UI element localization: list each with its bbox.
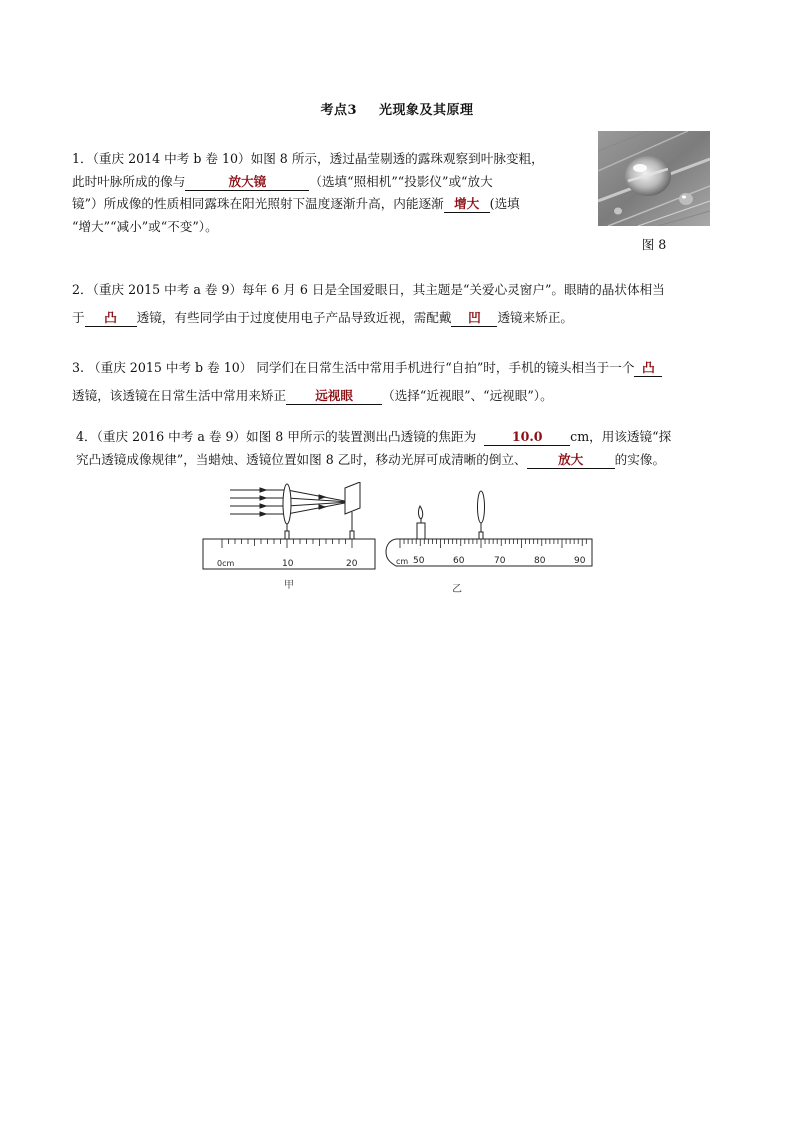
question-3: [72, 357, 732, 407]
jia-caption: 甲: [284, 580, 294, 591]
diagram-jia: [203, 482, 375, 569]
dewdrop-leaf-photo: [598, 131, 710, 226]
optical-bench-diagram: [200, 482, 600, 601]
q2-line-2: 于 凸 透镜，有些同学由于过度使用电子产品导致近视，需配戴 凹 透镜来矫正。: [72, 309, 573, 325]
q4-answer-2: 放大: [527, 451, 615, 469]
q4-line-1: 4．（重庆 2016 中考 a 卷 9）如图 8 甲所示的装置测出凸透镜的焦距为 10.0 cm，用该透镜“探: [76, 429, 672, 444]
q3-answer-2: 远视眼: [286, 387, 382, 405]
jia-tick-20: 20: [346, 559, 358, 569]
q1-line-2: 此时叶脉所成的像与 放大镜 （选填“照相机”“投影仪”或“放大: [72, 173, 493, 189]
question-2: [72, 279, 732, 329]
q1-line-3: 镜”）所成像的性质相同露珠在阳光照射下温度逐渐升高，内能逐渐 增大 (选填: [72, 196, 520, 211]
q2-line-1: 2．（重庆 2015 中考 a 卷 9）每年 6 月 6 日是全国爱眼日，其主题是“关爱心灵窗户”。眼睛的晶状体相当: [72, 282, 665, 297]
diagram-yi: [386, 491, 592, 566]
yi-tick-90: 90: [574, 556, 586, 566]
yi-tick-cm: cm: [396, 557, 409, 566]
q1-answer-1: 放大镜: [185, 173, 309, 191]
yi-caption: 乙: [452, 584, 462, 595]
question-4: [76, 426, 736, 471]
yi-tick-80: 80: [534, 556, 546, 566]
jia-tick-10: 10: [282, 559, 294, 569]
q1-line-4: “增大”“减小”或“不变”）。: [72, 218, 218, 234]
jia-tick-0: 0cm: [217, 559, 235, 568]
q3-answer-1: 凸: [634, 359, 662, 377]
yi-tick-60: 60: [453, 556, 465, 566]
q3-line-2: 透镜，该透镜在日常生活中常用来矫正 远视眼 （选择“近视眼”、“远视眼”）。: [72, 387, 553, 403]
q3-line-1: 3. （重庆 2015 中考 b 卷 10） 同学们在日常生活中常用手机进行“自拍”时，手机的镜头相当于一个 凸: [72, 357, 732, 380]
q2-answer-1: 凸: [85, 309, 137, 327]
question-1: [72, 148, 592, 238]
figure-8-caption: 图 8: [641, 237, 667, 252]
q4-answer-1: 10.0: [484, 428, 570, 446]
yi-tick-50: 50: [413, 556, 425, 566]
q2-answer-2: 凹: [451, 309, 497, 327]
page-title: [0, 99, 794, 118]
title-topic-number: 考点3: [320, 103, 358, 118]
title-topic-name: 光现象及其原理: [379, 103, 474, 118]
q1-line-1: 1．（重庆 2014 中考 b 卷 10）如图 8 所示，透过晶莹剔透的露珠观察到叶脉变粗，: [72, 151, 544, 166]
yi-tick-70: 70: [494, 556, 506, 566]
q4-line-2: 究凸透镜成像规律”，当蜡烛、透镜位置如图 8 乙时，移动光屏可成清晰的倒立、 放大 的实像。: [76, 451, 666, 467]
q1-answer-2: 增大: [444, 195, 490, 213]
